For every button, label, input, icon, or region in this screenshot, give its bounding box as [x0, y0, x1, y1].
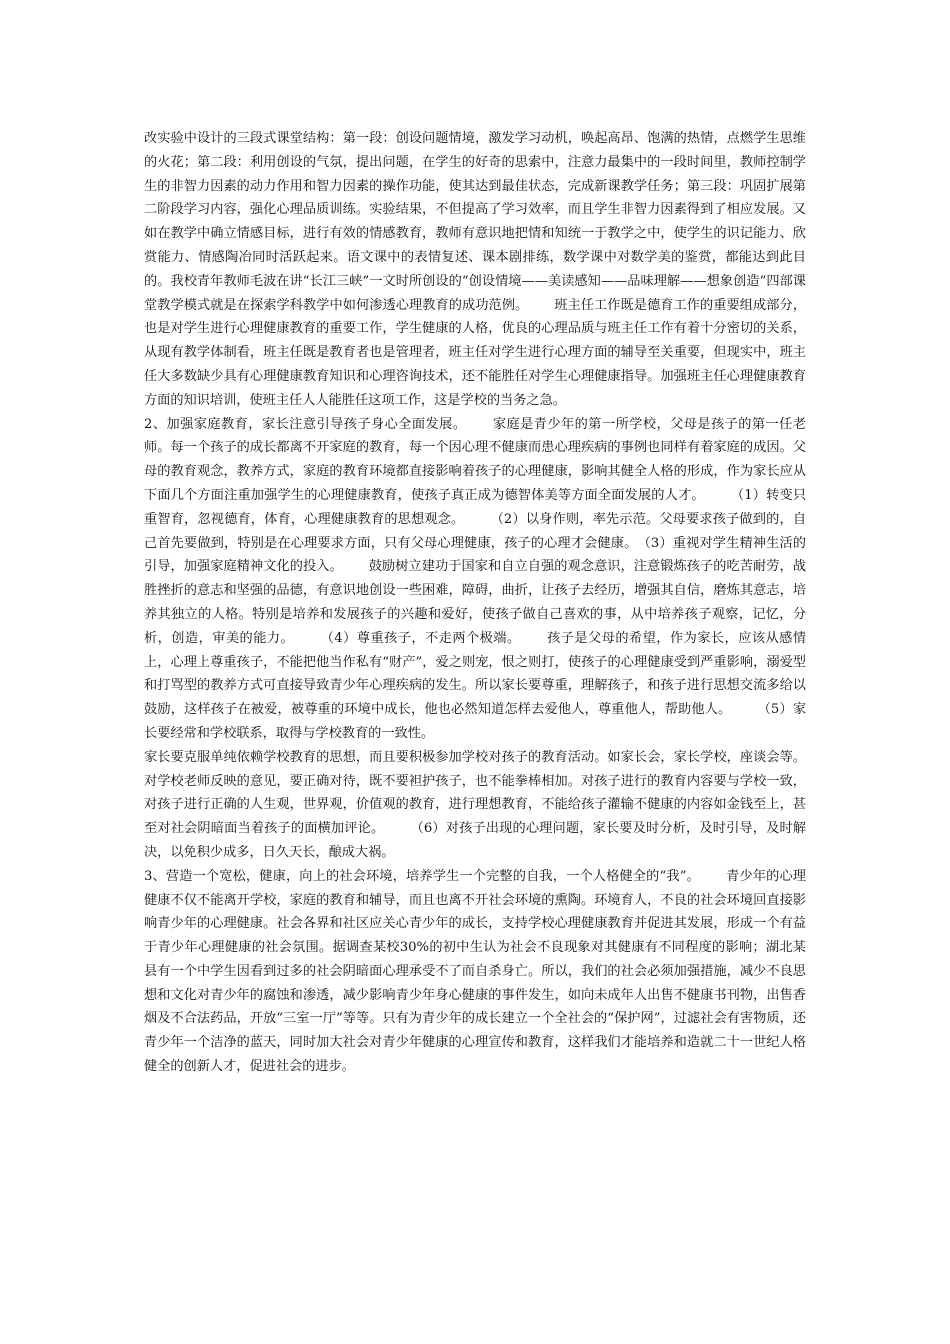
text-segment: 鼓励树立建功于国家和自立自强的观念意识，注意锻炼孩子的吃苦耐劳，战胜挫折的意志和坚强的品德，有意识地创设一些困难，障碍，曲折，让孩子去经历，增强其自信，磨炼其意志，培养其独立的人格。特别是培养和发展孩子的兴趣和爱好，使孩子做自己喜欢的事，从中培养孩子观察，记忆，分析，创造，审美的能力。 — [144, 559, 806, 646]
text-segment: 青少年的心理健康不仅不能离开学校，家庭的教育和辅导，而且也离不开社会环境的熏陶。环境育人，不良的社会环境回直接影响青少年的心理健康。社会各界和社区应关心青少年的成长，支持学校心理健康教育并促进其发展，形成一个有益于青少年心理健康的社会氛围。据调查某校30%的初中生认为社会不良现象对其健康有不同程度的影响；湖北某县有一个中学生因看到过多的社会阴暗面心理承受不了而自杀身亡。所以，我们的社会必须加强措施，减少不良思想和文化对青少年的腐蚀和渗透，减少影响青少年身心健康的事件发生，如向未成年人出售不健康书刊物，出售香烟及不合法药品，开放“三室一厅”等等。只有为青少年的成长建立一个全社会的“保护网”，过滤社会有害物质，还青少年一个洁净的蓝天，同时加大社会对青少年健康的心理宣传和教育，这样我们才能培养和造就二十一世纪人格健全的创新人才，促进社会的进步。 — [144, 868, 806, 1075]
text-segment: 家庭是青少年的第一所学校，父母是孩子的第一任老师。每一个孩子的成长都离不开家庭的教育，每一个因心理不健康而患心理疾病的事例也同样有着家庭的成因。父母的教育观念，教养方式，家庭的教育环境都直接影响着孩子的心理健康，影响其健全人格的形成，作为家长应从下面几个方面注重加强学生的心理健康教育，使孩子真正成为德智体美等方面全面发展的人才。 — [144, 416, 807, 503]
text-segment: 孩子是父母的希望，作为家长，应该从感情上，心理上尊重孩子，不能把他当作私有“财产”，爱之则宠，恨之则打，使孩子的心理健康受到严重影响，溺爱型和打骂型的教养方式可直接导致青少年心理疾病的发生。所以家长要尊重，理解孩子，和孩子进行思想交流多给以鼓励，这样孩子在被爱，被尊重的环境中成长，他也必然知道怎样去爱他人，尊重他人，帮助他人。 — [144, 630, 807, 718]
text-segment: 家长要克服单纯依赖学校教育的思想，而且要积极参加学校对孩子的教育活动。如家长会，家长学校，座谈会等。对学校老师反映的意见，要正确对待，既不要袒护孩子，也不能拳棒相加。对孩子进行的教育内容要与学校一致，对孩子进行正确的人生观，世界观，价值观的教育，进行理想教育，不能给孩子灌输不健康的内容如金钱至上，甚至对社会阴暗面当着孩子的面横加评论。 — [144, 749, 806, 837]
paragraph-family-education — [144, 413, 806, 865]
section-heading: 2、加强家庭教育，家长注意引导孩子身心全面发展。 — [144, 416, 467, 432]
text-segment: （3）重视对学生精神生活的引导，加强家庭精神文化的投入。 — [144, 535, 806, 575]
body-text — [144, 127, 806, 1079]
text-segment: 班主任工作既是德育工作的重要组成部分，也是对学生进行心理健康教育的重要工作，学生健康的人格，优良的心理品质与班主任工作有着十分密切的关系，从现有教学体制看，班主任既是教育者也是管理者，班主任对学生进行心理方面的辅导至关重要，但现实中，班主任大多数缺少具有心理健康教育知识和心理咨询技术，还不能胜任对学生心理健康指导。加强班主任心理健康教育方面的知识培训，使班主任人人能胜任这项工作，这是学校的当务之急。 — [144, 297, 806, 408]
section-heading: 3、营造一个宽松，健康，向上的社会环境，培养学生一个完整的自我，一个人格健全的“我”。 — [144, 868, 700, 884]
paragraph-social-environment — [144, 865, 806, 1079]
text-segment: （4）尊重孩子，不走两个极端。 — [320, 630, 521, 646]
text-segment: （1）转变只重智育，忽视德育，体育，心理健康教育的思想观念。 — [144, 487, 807, 527]
text-segment: （5）家长要经常和学校联系，取得与学校教育的一致性。 — [144, 702, 807, 741]
text-segment: （6）对孩子出现的心理问题，家长要及时分析，及时引导，及时解决，以免积少成多，日久天长，酿成大祸。 — [144, 821, 807, 860]
paragraph-classroom-structure — [144, 127, 806, 413]
text-segment: （2）以身作则，率先示范。父母要求孩子做到的，自己首先要做到，特别是在心理要求方面，只有父母心理健康，孩子的心理才会健康。 — [144, 511, 807, 551]
text-segment: 改实验中设计的三段式课堂结构：第一段：创设问题情境，激发学习动机，唤起高昂、饱满的热情，点燃学生思维的火花；第二段：利用创设的气氛，提出问题，在学生的好奇的思索中，注意力最集中的一段时间里，教师控制学生的非智力因素的动力作用和智力因素的操作功能，使其达到最佳状态，完成新课教学任务；第三段：巩固扩展第二阶段学习内容，强化心理品质训练。实验结果，不但提高了学习效率，而且学生非智力因素得到了相应发展。又如在教学中确立情感目标，进行有效的情感教育，教师有意识地把情和知统一于教学之中，使学生的识记能力、欣赏能力、情感陶冶同时活跃起来。语文课中的表情复述、课本剧排练，数学课中对数学美的鉴赏，都能达到此目的。我校青年教师毛波在讲“长江三峡”一文时所创设的“创设情境——美读感知——品味理解——想象创造”四部课堂教学模式就是在探索学科教学中如何渗透心理教育的成功范例。 — [144, 131, 806, 313]
